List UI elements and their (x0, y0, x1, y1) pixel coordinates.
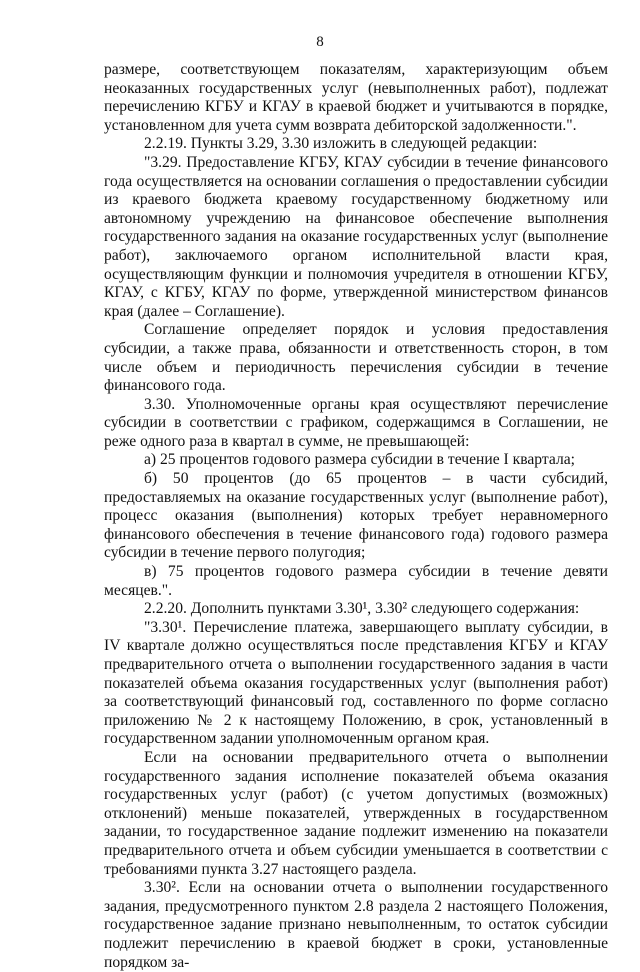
paragraph-3-30-2: 3.30². Если на основании отчета о выполнении государственного задания, предусмотренного пунктом 2.8 раздела 2 настоящего Положения, государственное задание признано невыполненным, то остаток субсидии подлежит перечислению в краевой бюджет в сроки, установленные порядком за- (104, 879, 608, 971)
paragraph-2-2-19: 2.2.19. Пункты 3.29, 3.30 изложить в следующей редакции: (144, 135, 538, 153)
paragraph-2-2-20: 2.2.20. Дополнить пунктами 3.30¹, 3.30² следующего содержания: (144, 600, 580, 618)
list-item-b: б) 50 процентов (до 65 процентов – в части субсидий, предоставляемых на оказание государственных услуг (выполнение работ), процесс оказания (выполнения) которых требует неравномерного финансового обеспечения в течение финансового года) годового размера субсидии в течение первого полугодия; (104, 470, 608, 562)
paragraph-agreement: Соглашение определяет порядок и условия предоставления субсидии, а также права, обязанности и ответственность сторон, в том числе объем и периодичность перечисления субсидии в течение финансового года. (104, 321, 608, 395)
list-item-v: в) 75 процентов годового размера субсидии в течение девяти месяцев.". (104, 563, 608, 599)
list-item-a: а) 25 процентов годового размера субсидии в течение I квартала; (144, 451, 575, 469)
paragraph-preliminary-report: Если на основании предварительного отчета о выполнении государственного задания исполнение показателей объема оказания государственных услуг (работ) (с учетом допустимых (возможных) отклонений) меньше показателей, утвержденных в государственном задании, то государственное задание подлежит изменению на показатели предварительного отчета и объем субсидии уменьшается в соответствии с требованиями пункта 3.27 настоящего раздела. (104, 748, 608, 878)
paragraph-3-30-1: "3.30¹. Перечисление платежа, завершающего выплату субсидии, в IV квартале должно осуществляться после представления КГБУ и КГАУ предварительного отчета о выполнении государственного задания в части показателей объема оказания государственных услуг (выполнения работ) за соответствующий финансовый год, составленного по форме согласно приложению № 2 к настоящему Положению, в срок, установленный в государственном задании уполномоченным органом края. (104, 618, 608, 748)
document-body (104, 61, 608, 972)
paragraph-3-29: "3.29. Предоставление КГБУ, КГАУ субсидии в течение финансового года осуществляется на основании соглашения о предоставлении субсидии из краевого бюджета краевому государственному бюджетному или автономному учреждению на финансовое обеспечение выполнения государственного задания на оказание государственных услуг (выполнение работ), заключаемого органом исполнительной власти края, осуществляющим функции и полномочия учредителя в отношении КГБУ, КГАУ, с КГБУ, КГАУ по форме, утвержденной министерством финансов края (далее – Соглашение). (104, 153, 608, 320)
paragraph-3-30: 3.30. Уполномоченные органы края осуществляют перечисление субсидии в соответствии с графиком, содержащимся в Соглашении, не реже одного раза в квартал в сумме, не превышающей: (104, 395, 608, 450)
paragraph-continuation: размере, соответствующем показателям, характеризующим объем неоказанных государственных услуг (невыполненных работ), подлежат перечислению КГБУ и КГАУ в краевой бюджет и учитываются в порядке, установленном для учета сумм возврата дебиторской задолженности.". (104, 61, 608, 134)
page-number: 8 (316, 34, 324, 50)
